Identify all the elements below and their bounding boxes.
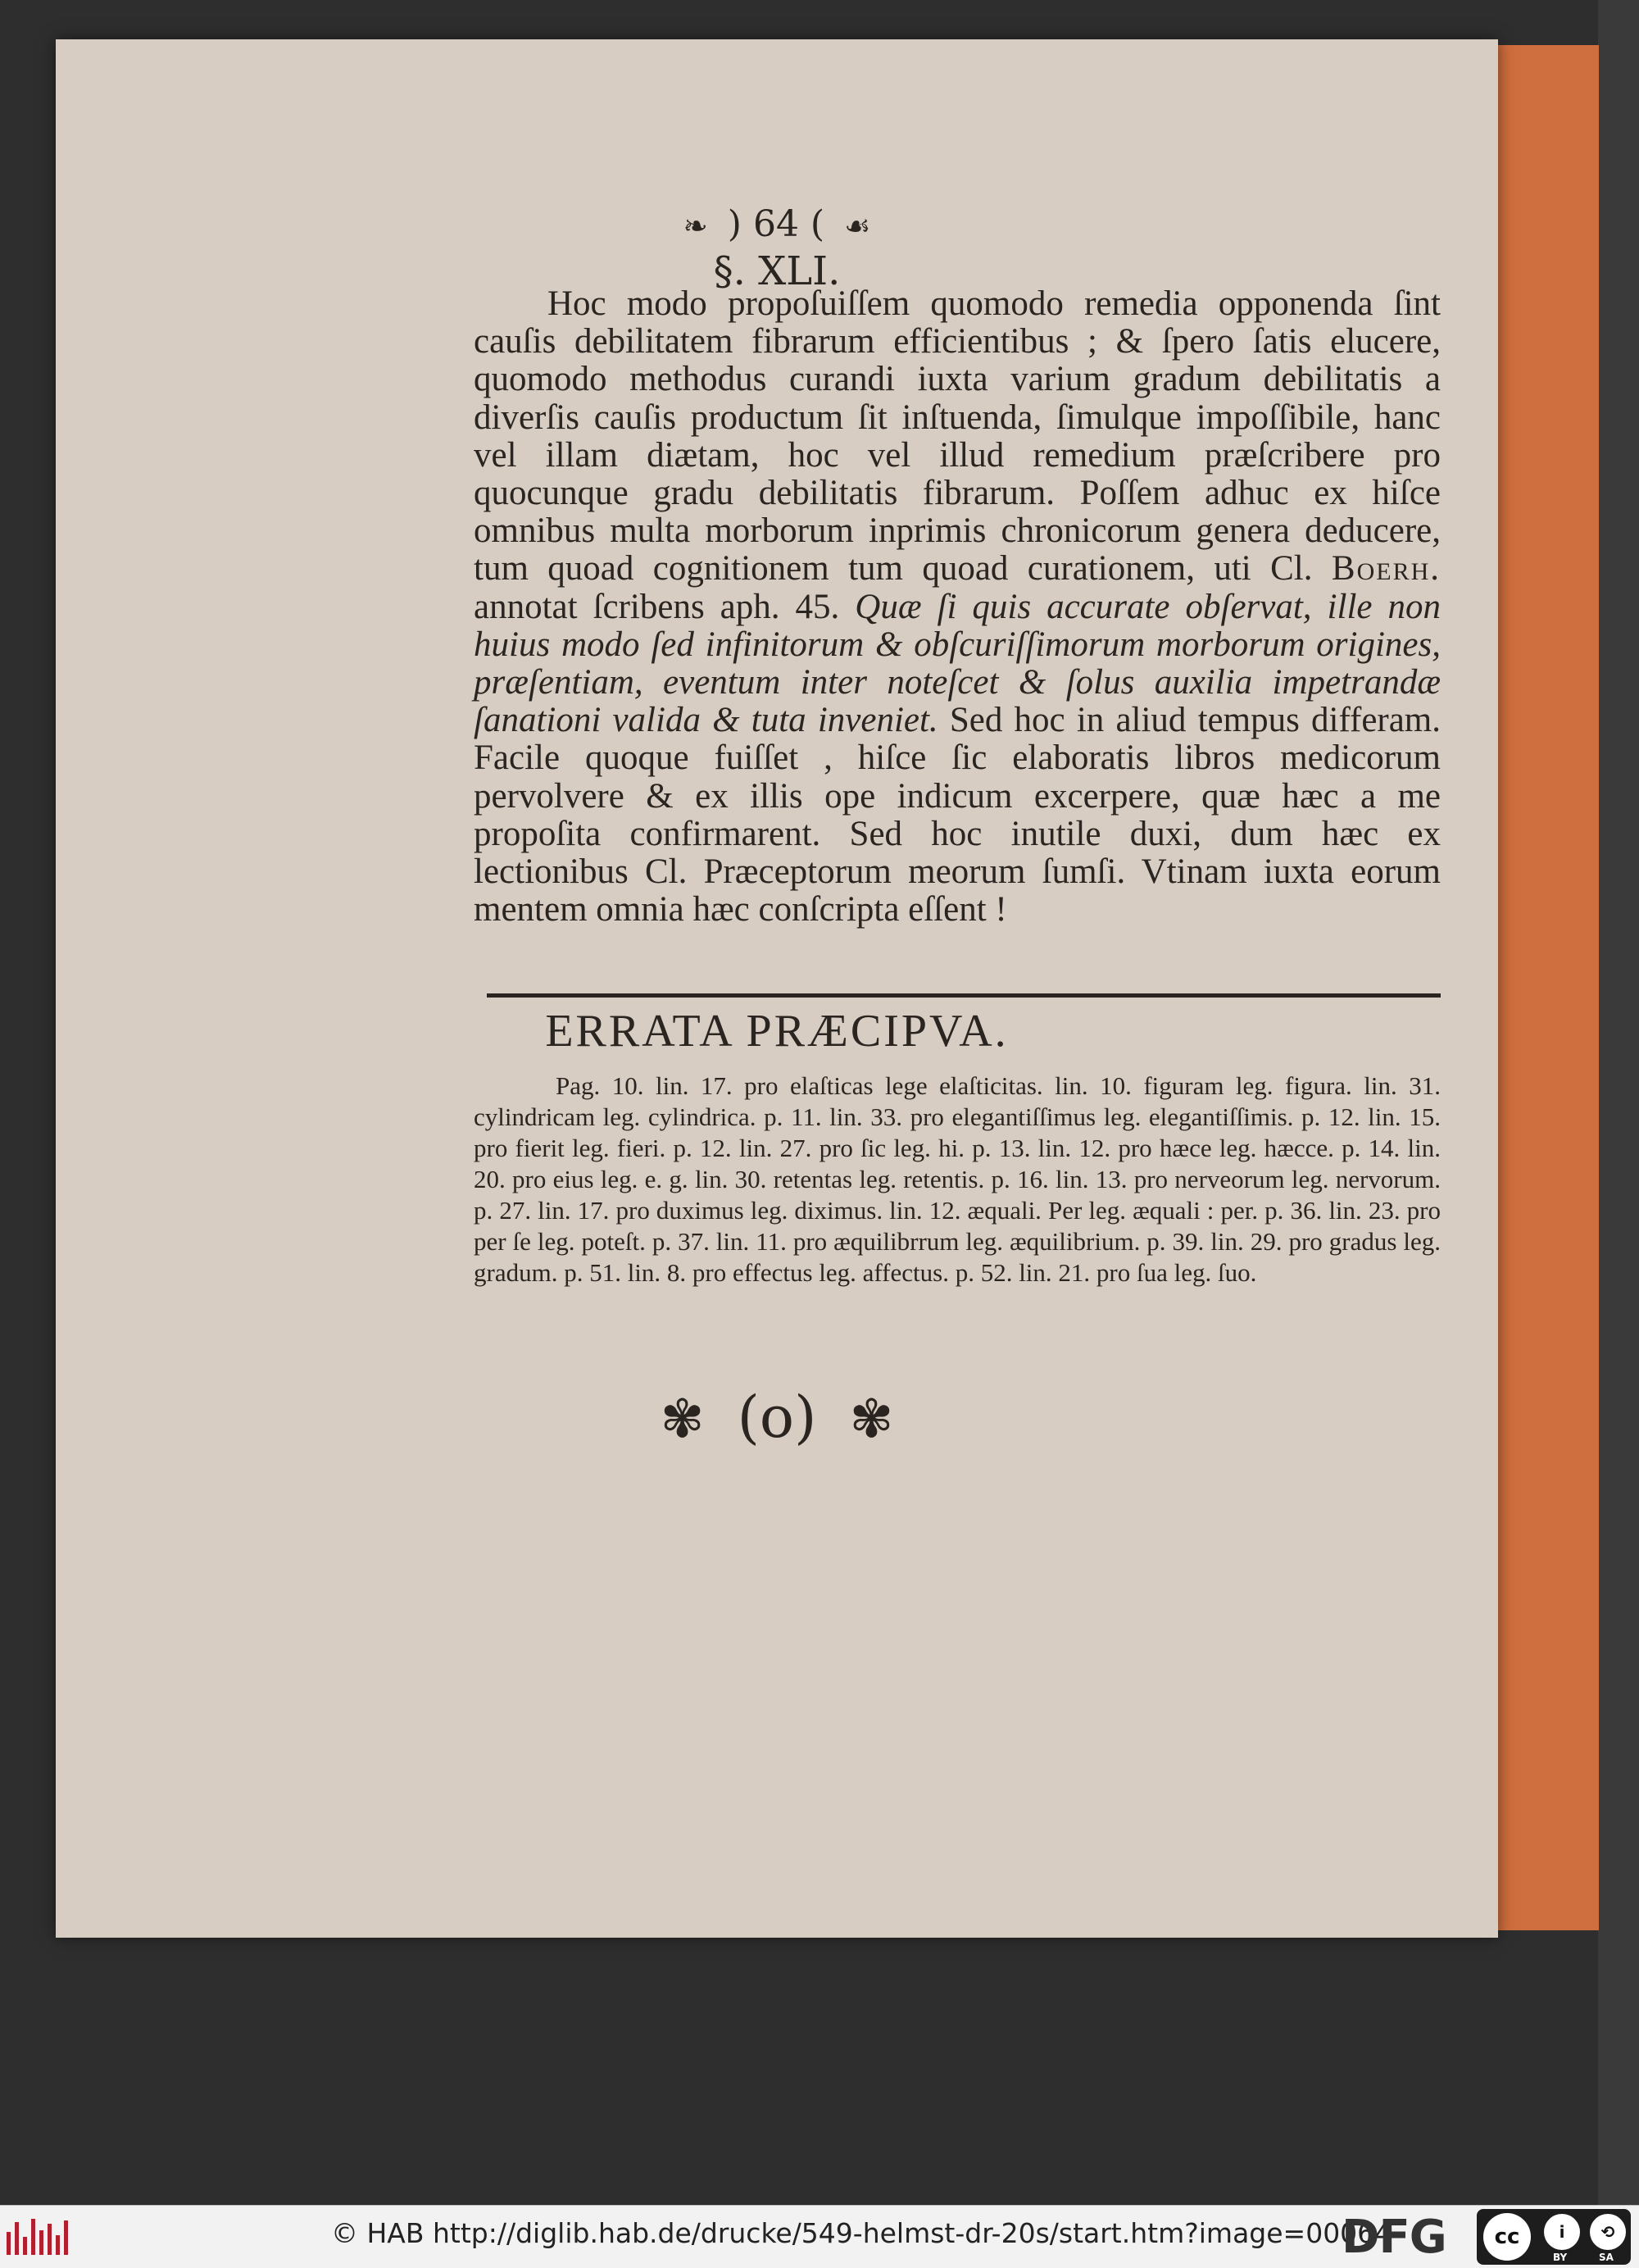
- share-alike-icon: ⟲: [1590, 2214, 1626, 2250]
- by-attribution-icon: i: [1544, 2214, 1580, 2250]
- header-ornament-right-icon: ☙: [844, 210, 871, 243]
- ornament-center: (o): [737, 1384, 817, 1451]
- body-text-part-3: Sed hoc in aliud tempus differam. Facile quoque fuiſſet , hiſce ſic elaboratis libros medicorum pervolvere & ex illis ope indicum excerpere, quæ hæc a me propoſita confirmarent. Sed hoc inutile duxi, dum hæc ex lectionibus Cl. Præceptorum meorum ſumſi. Vtinam iuxta eorum mentem omnia hæc conſcripta eſſent !: [474, 701, 1442, 929]
- errata-title: ERRATA PRÆCIPVA.: [545, 1006, 1009, 1057]
- section-title: §. XLI.: [713, 248, 841, 294]
- page-number: ) 64 (: [727, 203, 825, 245]
- horizontal-rule: [487, 993, 1441, 998]
- author-name: Boerh.: [1331, 549, 1442, 589]
- cc-icon: cc: [1483, 2213, 1531, 2261]
- flower-ornament-left-icon: ✾: [660, 1389, 705, 1450]
- errata-text: Pag. 10. lin. 17. pro elaſticas lege elaſticitas. lin. 10. figuram leg. figura. lin. 31. cylindricam leg. cylindrica. p. 11. lin. 33. pro elegantiſſimus leg. elegantiſſimis. p. 12. lin. 15. pro fierit leg. fieri. p. 12. lin. 27. pro ſic leg. hi. p. 13. lin. 12. pro hæce leg. hæcce. p. 14. lin. 20. pro eius leg. e. g. lin. 30. retentas leg. retentis. p. 16. lin. 13. pro nerveorum leg. nervorum. p. 27. lin. 17. pro duximus leg. diximus. lin. 12. æquali. Per leg. æquali : per. p. 36. lin. 23. pro per ſe leg. poteſt. p. 37. lin. 11. pro æquilibrrum leg. æquilibrium. p. 39. lin. 29. pro gradus leg. gradum. p. 51. lin. 8. pro effectus leg. affectus. p. 52. lin. 21. pro ſua leg. ſuo.: [474, 1071, 1441, 1287]
- header-ornament-left-icon: ❧: [683, 210, 708, 243]
- cc-license-badge[interactable]: [1477, 2209, 1631, 2265]
- body-text-part-1: Hoc modo propoſuiſſem quomodo remedia opponenda ſint cauſis debilitatem fibrarum efficientibus ; & ſpero ſatis elucere, quomodo methodus curandi iuxta varium gradum debilitatis a diverſis cauſis productum ſit inſtuenda, ſimulque impoſſibile, hanc vel illam diætam, hoc vel illud remedium præſcribere pro quocunque gradu debilitatis fibrarum. Poſſem adhuc ex hiſce omnibus multa morborum inprimis chronicorum genera deducere, tum quoad cognitionem tum quoad curationem, uti Cl.: [474, 284, 1441, 589]
- hab-logo-icon: [7, 2217, 68, 2255]
- license-by-label: BY: [1553, 2252, 1568, 2263]
- body-paragraph: [474, 285, 1441, 929]
- copyright-url[interactable]: © HAB http://diglib.hab.de/drucke/549-helmst-dr-20s/start.htm?image=00064: [331, 2217, 1392, 2249]
- scan-right-strip: [1598, 0, 1639, 2205]
- book-page: [56, 39, 1498, 1938]
- dfg-logo[interactable]: DFG: [1342, 2211, 1446, 2264]
- tailpiece-ornament: [56, 1384, 1498, 1451]
- quotation: Quæ ſi quis accurate obſervat, ille non huius modo ſed infinitorum & obſcuriſſimorum morborum origines, præſentiam, eventum inter noteſcet & ſolus auxilia impetrandæ ſanationi valida & tuta inveniet.: [474, 587, 1441, 740]
- license-sa-label: SA: [1599, 2252, 1614, 2263]
- flower-ornament-right-icon: ✾: [849, 1389, 894, 1450]
- viewer-footer: [0, 2205, 1639, 2268]
- body-text-part-2: annotat ſcribens aph. 45.: [474, 587, 840, 626]
- page-header: [56, 203, 1498, 245]
